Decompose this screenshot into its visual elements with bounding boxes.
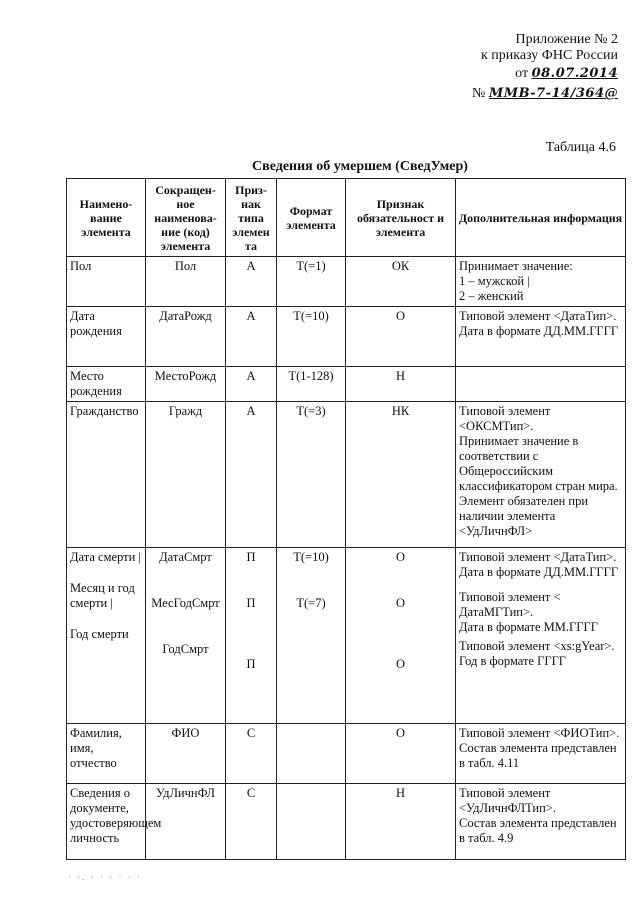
table-row	[67, 784, 626, 860]
death-date-name: Дата смерти |	[70, 550, 141, 564]
cell-name: Дата рождения	[67, 307, 146, 367]
cell-code: МестоРожд	[146, 367, 226, 402]
info-line: Типовой элемент <xs:gYear>.	[459, 639, 615, 653]
death-month-year-format: Т(=7)	[296, 596, 326, 610]
death-month-year-req: О	[395, 596, 406, 610]
cell-info	[456, 367, 626, 402]
cell-info	[456, 402, 626, 548]
table-row	[67, 402, 626, 548]
info-line: 1 – мужской |	[459, 274, 530, 288]
cell-name: Гражданство	[67, 402, 146, 548]
cell-code: Гражд	[146, 402, 226, 548]
order-line: к приказу ФНС России	[480, 48, 618, 63]
cell-code: УдЛичнФЛ	[146, 784, 226, 860]
info-line: 2 – женский	[459, 289, 524, 303]
order-date-line	[515, 64, 618, 84]
appendix-line: Приложение № 2	[515, 32, 618, 47]
info-line: Типовой элемент <ФИОТип>.	[459, 726, 620, 740]
death-choice-row	[67, 548, 626, 724]
cell-format: Т(=10)	[277, 307, 346, 367]
cell-format	[277, 784, 346, 860]
death-month-year-type: П	[246, 596, 256, 610]
col-header-format: Формат элемента	[277, 179, 346, 257]
table-number: Таблица 4.6	[545, 140, 616, 155]
info-line: Типовой элемент <ДатаТип>.	[459, 550, 617, 564]
col-header-required: Признак обязательност и элемента	[346, 179, 456, 257]
cell-format	[277, 548, 346, 724]
death-date-code: ДатаСмрт	[159, 550, 212, 564]
scan-marks: · ·. · · · · · ·	[68, 872, 142, 882]
col-header-code: Сокращен-ное наименова-ние (код) элемента	[146, 179, 226, 257]
number-prefix: №	[472, 86, 486, 101]
info-line: Типовой элемент < ДатаМГТип>.	[459, 590, 561, 619]
cell-format: Т(1-128)	[277, 367, 346, 402]
info-line: Дата в формате ДД.ММ.ГГГГ	[459, 565, 619, 579]
cell-name: Сведения о документе, удостоверяющем личность	[67, 784, 146, 860]
cell-type	[226, 548, 277, 724]
cell-format	[277, 724, 346, 784]
handwritten-number: ММВ-7-14/364@	[488, 86, 618, 101]
cell-name: Место рождения	[67, 367, 146, 402]
death-month-year-name: Месяц и год смерти |	[70, 581, 135, 610]
cell-required: Н	[346, 367, 456, 402]
table-title: Сведения об умершем (СведУмер)	[252, 159, 468, 174]
info-line: Типовой элемент <ОКСМТип>.	[459, 404, 551, 433]
info-line: Элемент обязателен при наличии элемента <УдЛичнФЛ>	[459, 494, 589, 538]
table-row	[67, 257, 626, 307]
cell-type: А	[226, 367, 277, 402]
death-date-format: Т(=10)	[293, 550, 329, 564]
death-date-type: П	[246, 550, 256, 564]
table-header-row	[67, 179, 626, 257]
info-line: Состав элемента представлен в табл. 4.11	[459, 741, 617, 770]
death-year-type: П	[246, 657, 256, 671]
col-header-name: Наимено-вание элемента	[67, 179, 146, 257]
cell-type: А	[226, 307, 277, 367]
cell-required: Н	[346, 784, 456, 860]
cell-format: Т(=1)	[277, 257, 346, 307]
cell-type: А	[226, 257, 277, 307]
order-number-line	[472, 84, 618, 104]
info-line: Дата в формате ДД.ММ.ГГГГ	[459, 324, 619, 338]
cell-required: НК	[346, 402, 456, 548]
cell-code: Пол	[146, 257, 226, 307]
death-date-req: О	[395, 550, 406, 564]
deceased-info-table	[66, 178, 626, 860]
cell-type: С	[226, 784, 277, 860]
cell-info	[456, 784, 626, 860]
col-header-info: Дополнительная информация	[456, 179, 626, 257]
info-line: Дата в формате ММ.ГГГГ	[459, 620, 598, 634]
cell-code: ДатаРожд	[146, 307, 226, 367]
death-year-code: ГодСмрт	[162, 642, 209, 656]
table-row	[67, 724, 626, 784]
death-month-year-code: МесГодСмрт	[151, 596, 220, 610]
info-line: Принимает значение:	[459, 259, 573, 273]
death-year-req: О	[395, 657, 406, 671]
cell-required: ОК	[346, 257, 456, 307]
cell-required	[346, 548, 456, 724]
cell-format: Т(=3)	[277, 402, 346, 548]
cell-code: ФИО	[146, 724, 226, 784]
cell-required: О	[346, 307, 456, 367]
table-row	[67, 307, 626, 367]
cell-info	[456, 257, 626, 307]
cell-type: А	[226, 402, 277, 548]
cell-info	[456, 724, 626, 784]
handwritten-date: 08.07.2014	[531, 66, 618, 81]
cell-name: Пол	[67, 257, 146, 307]
info-line: Состав элемента представлен в табл. 4.9	[459, 816, 617, 845]
info-line: Принимает значение в соответствии с Общероссийским классификатором стран мира.	[459, 434, 618, 493]
info-line: Год в формате ГГГГ	[459, 654, 567, 668]
cell-info	[456, 307, 626, 367]
cell-name	[67, 548, 146, 724]
info-line: Типовой элемент <УдЛичнФЛТип>.	[459, 786, 556, 815]
date-prefix: от	[515, 66, 529, 81]
cell-type: С	[226, 724, 277, 784]
cell-info	[456, 548, 626, 724]
info-line: Типовой элемент <ДатаТип>.	[459, 309, 617, 323]
col-header-type: Приз-нак типа элемен та	[226, 179, 277, 257]
cell-required: О	[346, 724, 456, 784]
cell-code	[146, 548, 226, 724]
death-year-name: Год смерти	[70, 627, 129, 641]
cell-name: Фамилия, имя, отчество	[67, 724, 146, 784]
table-row	[67, 367, 626, 402]
